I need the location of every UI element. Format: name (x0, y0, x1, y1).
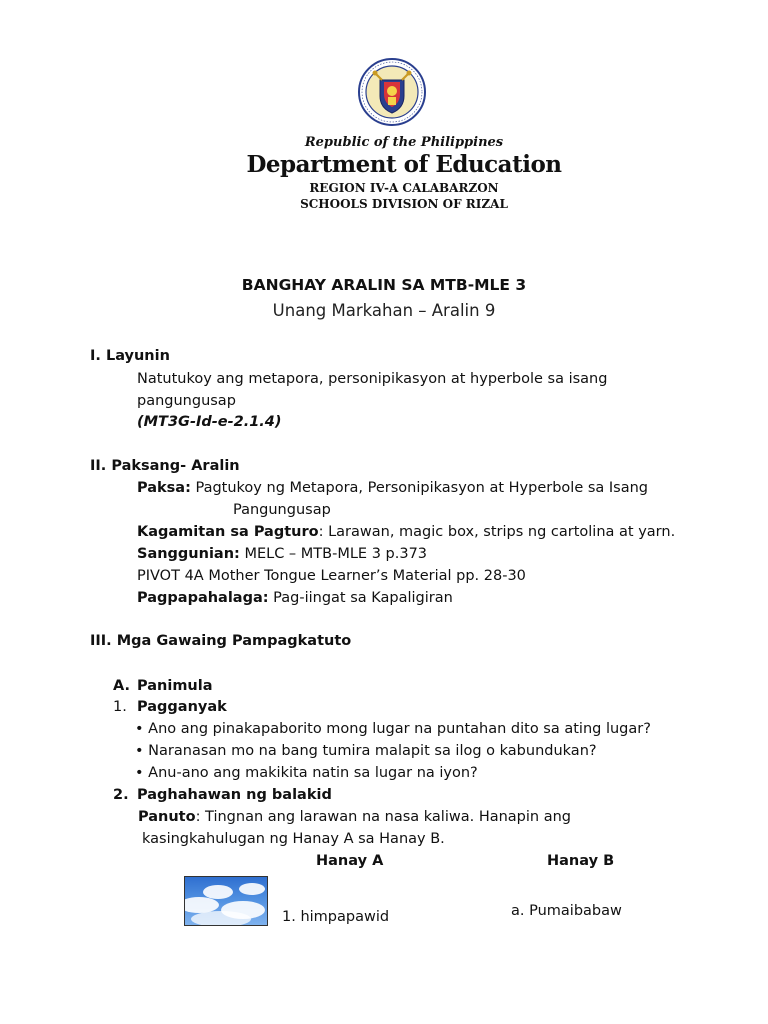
pagpapahalaga-label: Pagpapahalaga: (137, 590, 269, 606)
pivot-line: PIVOT 4A Mother Tongue Learner’s Material pp. 28-30 (137, 568, 526, 584)
deped-seal-logo (358, 58, 426, 126)
paghahawan-label: Paghahawan ng balakid (137, 787, 332, 803)
sky-clouds-image (184, 876, 268, 926)
paksa-label: Paksa: (137, 480, 191, 496)
kagamitan-text: : Larawan, magic box, strips ng cartolina at yarn. (318, 524, 676, 540)
bullet-text: Naranasan mo na bang tumira malapit sa ilog o kabundukan? (148, 743, 597, 759)
division-line: SCHOOLS DIVISION OF RIZAL (300, 197, 508, 211)
sanggunian-text: MELC – MTB-MLE 3 p.373 (239, 546, 428, 562)
panuto-label: Panuto (138, 809, 196, 825)
document-title: BANGHAY ARALIN SA MTB-MLE 3 (241, 276, 527, 294)
sanggunian-line (137, 546, 427, 562)
paksa-continuation: Pangungusap (233, 502, 331, 518)
paksang-heading: II. Paksang- Aralin (90, 458, 240, 474)
paghahawan-marker: 2. (113, 787, 129, 803)
bullet-icon: • (135, 721, 144, 737)
kagamitan-line (137, 524, 675, 540)
republic-line: Republic of the Philippines (304, 135, 504, 150)
hanay-b-header: Hanay B (547, 853, 615, 869)
panimula-marker: A. (113, 678, 130, 694)
kagamitan-label: Kagamitan sa Pagturo (137, 524, 319, 540)
bullet-item (135, 721, 651, 737)
panimula-label: Panimula (137, 678, 213, 694)
hanay-a-item-1: 1. himpapawid (282, 909, 390, 925)
department-title: Department of Education (246, 151, 562, 178)
bullet-text: Ano ang pinakapaborito mong lugar na puntahan dito sa ating lugar? (148, 721, 651, 737)
bullet-item (135, 765, 478, 781)
pagpapahalaga-text: Pag-iingat sa Kapaligiran (268, 590, 453, 606)
paksa-text: Pagtukoy ng Metapora, Personipikasyon at Hyperbole sa Isang (190, 480, 649, 496)
bullet-icon: • (135, 743, 144, 759)
panuto-line (138, 809, 571, 825)
panuto-text: : Tingnan ang larawan na nasa kaliwa. Hanapin ang (195, 809, 571, 825)
document-subtitle: Unang Markahan – Aralin 9 (272, 301, 496, 320)
pagganyak-label: Pagganyak (137, 699, 227, 715)
sanggunian-label: Sanggunian: (137, 546, 240, 562)
layunin-code: (MT3G-Id-e-2.1.4) (137, 414, 282, 430)
panuto-continuation: kasingkahulugan ng Hanay A sa Hanay B. (142, 831, 445, 847)
layunin-line-1: Natutukoy ang metapora, personipikasyon at hyperbole sa isang (137, 371, 608, 387)
pagganyak-marker: 1. (113, 699, 127, 715)
layunin-heading: I. Layunin (90, 348, 170, 364)
bullet-icon: • (135, 765, 144, 781)
region-line: REGION IV-A CALABARZON (309, 181, 499, 195)
gawain-heading: III. Mga Gawaing Pampagkatuto (90, 633, 352, 649)
pagpapahalaga-line (137, 590, 453, 606)
paksa-line (137, 480, 648, 496)
bullet-text: Anu-ano ang makikita natin sa lugar na iyon? (148, 765, 478, 781)
hanay-a-header: Hanay A (316, 853, 384, 869)
bullet-item (135, 743, 597, 759)
layunin-line-2: pangungusap (137, 393, 236, 409)
hanay-b-item-a: a. Pumaibabaw (511, 903, 622, 919)
